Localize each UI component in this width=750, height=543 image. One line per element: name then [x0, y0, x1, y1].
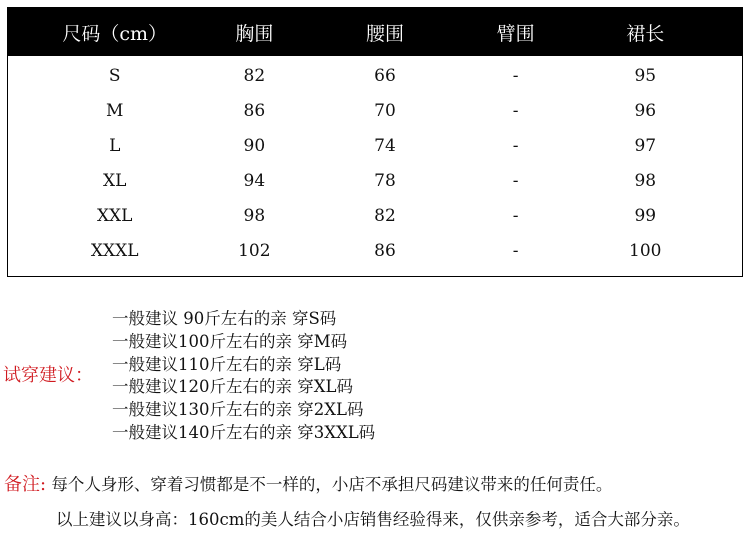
size-cell: XXL — [96, 205, 133, 226]
header-bust: 胸围 — [235, 22, 274, 45]
waist-cell: 70 — [374, 100, 396, 121]
waist-cell: 66 — [374, 65, 396, 86]
waist-cell: 74 — [374, 135, 396, 156]
size-cell: XXXL — [90, 240, 139, 261]
bust-cell: 94 — [243, 170, 266, 191]
size-cell: L — [109, 135, 121, 156]
waist-cell: 78 — [374, 170, 396, 191]
arm-cell: - — [512, 205, 519, 226]
note-line-2: 以上建议以身高：160cm的美人结合小店销售经验得来，仅供亲参考，适合大部分亲。 — [56, 510, 690, 529]
bust-cell: 82 — [243, 65, 266, 86]
advice-label: 试穿建议： — [3, 365, 93, 386]
table-row — [8, 233, 742, 268]
table-row — [8, 198, 742, 233]
table-header-row — [8, 8, 742, 56]
size-cell: S — [108, 65, 121, 86]
length-cell: 97 — [634, 135, 657, 156]
header-length: 裙长 — [626, 22, 665, 45]
arm-cell: - — [512, 170, 519, 191]
length-cell: 96 — [634, 100, 657, 121]
header-arm: 臂围 — [496, 22, 535, 45]
length-cell: 95 — [634, 65, 657, 86]
table-row — [8, 128, 742, 163]
arm-cell: - — [512, 240, 519, 261]
length-cell: 100 — [629, 240, 662, 261]
table-body — [8, 56, 742, 276]
notes-label: 备注: — [4, 474, 47, 495]
note-line-1 — [4, 470, 612, 496]
length-cell: 99 — [634, 205, 657, 226]
arm-cell: - — [512, 100, 519, 121]
bust-cell: 102 — [238, 240, 271, 261]
table-row — [8, 58, 742, 93]
table-row — [8, 93, 742, 128]
list-item: 一般建议120斤左右的亲 穿XL码 — [112, 377, 353, 397]
size-cell: M — [106, 100, 124, 121]
header-waist: 腰围 — [365, 22, 404, 45]
fitting-advice — [0, 308, 750, 448]
list-item: 一般建议130斤左右的亲 穿2XL码 — [112, 400, 364, 420]
list-item: 一般建议110斤左右的亲 穿L码 — [112, 354, 342, 374]
list-item: 一般建议 90斤左右的亲 穿S码 — [112, 309, 337, 328]
bust-cell: 90 — [243, 135, 266, 156]
table-row — [8, 163, 742, 198]
list-item: 一般建议140斤左右的亲 穿3XXL码 — [112, 422, 376, 442]
size-chart-table — [7, 7, 743, 277]
bust-cell: 98 — [243, 205, 266, 226]
advice-list — [112, 308, 375, 445]
length-cell: 98 — [634, 170, 657, 191]
list-item: 一般建议100斤左右的亲 穿M码 — [112, 331, 348, 351]
bust-cell: 86 — [243, 100, 266, 121]
header-size: 尺码（cm） — [62, 22, 168, 45]
waist-cell: 82 — [374, 205, 396, 226]
arm-cell: - — [512, 65, 519, 86]
size-cell: XL — [103, 170, 127, 191]
arm-cell: - — [512, 135, 519, 156]
waist-cell: 86 — [374, 240, 396, 261]
notes-text: 每个人身形、穿着习惯都是不一样的，小店不承担尺码建议带来的任何责任。 — [51, 475, 613, 494]
